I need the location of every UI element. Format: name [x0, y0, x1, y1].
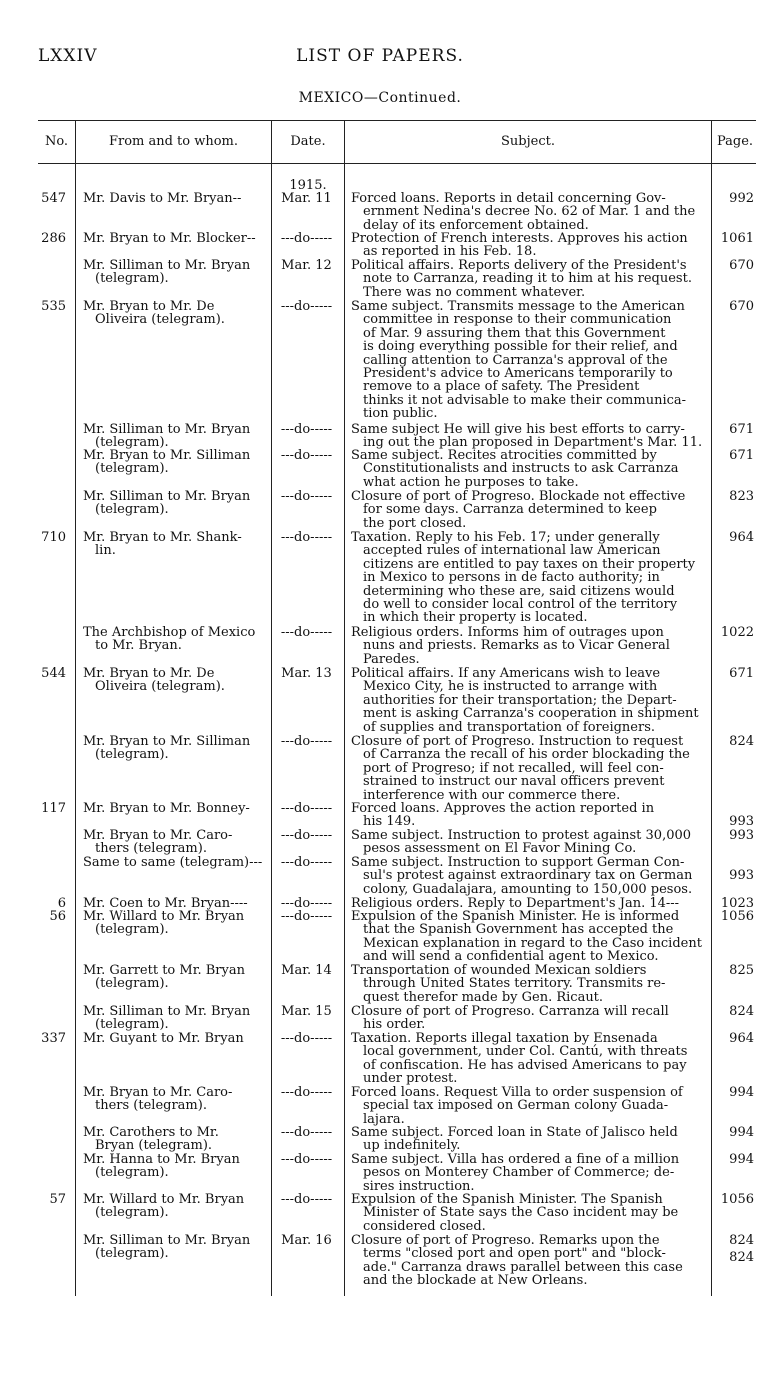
- subject-line: is doing everything possible for their relief, and: [363, 339, 678, 355]
- subject-line: strained to instruct our naval officers prevent: [363, 774, 665, 790]
- subject-line: sul's protest against extraordinary tax on German: [363, 868, 693, 884]
- correspondents-line: Oliveira (telegram).: [95, 312, 225, 328]
- row-number: 535: [41, 299, 66, 314]
- correspondents-line: (telegram).: [95, 1205, 169, 1221]
- subject-line: Closure of port of Progreso. Blockade not effective: [351, 489, 686, 504]
- subject-line: Mexican explanation in regard to the Caso incident: [363, 935, 702, 951]
- row-subject: [351, 1126, 704, 1153]
- subject-line: lajara.: [363, 1111, 405, 1127]
- row-date: ---do-----: [280, 422, 333, 437]
- subject-line: his 149.: [363, 814, 416, 830]
- correspondents-line: Mr. Bryan to Mr. Silliman: [83, 448, 251, 463]
- correspondents-line: (telegram).: [95, 502, 169, 518]
- row-date: ---do-----: [280, 299, 333, 314]
- subject-line: Mexico City, he is instructed to arrange with: [363, 679, 658, 695]
- correspondents-line: Mr. Willard to Mr. Bryan: [83, 909, 245, 924]
- row-number: 57: [49, 1192, 66, 1207]
- row-date: ---do-----: [280, 489, 333, 504]
- subject-line: terms "closed port and open port" and "block-: [363, 1246, 666, 1262]
- row-page: 1061: [720, 231, 754, 246]
- page-title: LIST OF PAPERS.: [296, 46, 464, 66]
- row-subject: [351, 1032, 704, 1086]
- subject-line: that the Spanish Government has accepted the: [363, 922, 674, 938]
- column-divider: [75, 121, 76, 1296]
- subject-line: nuns and priests. Remarks as to Vicar General: [363, 638, 670, 654]
- subject-line: Transportation of wounded Mexican soldiers: [351, 963, 647, 978]
- row-date: Mar. 15: [281, 1004, 332, 1019]
- row-subject: [351, 735, 704, 802]
- subject-line: Taxation. Reply to his Feb. 17; under generally: [351, 530, 660, 545]
- row-subject: [351, 964, 704, 1004]
- correspondents-line: lin.: [95, 543, 116, 559]
- subject-line: Forced loans. Approves the action reported in: [351, 801, 655, 816]
- extra-page-ref: 824: [729, 1250, 754, 1265]
- subject-line: his order.: [363, 1017, 426, 1033]
- row-subject: [351, 856, 704, 896]
- row-subject: [351, 626, 704, 666]
- subject-line: accepted rules of international law American: [363, 543, 661, 559]
- subject-line: tion public.: [363, 406, 438, 422]
- row-page: 824: [729, 1004, 754, 1019]
- subject-line: quest therefor made by Gen. Ricaut.: [363, 989, 604, 1005]
- subject-line: local government, under Col. Cantú, with threats: [363, 1044, 688, 1060]
- row-page: 993: [729, 828, 754, 843]
- subject-line: calling attention to Carranza's approval of the: [363, 352, 668, 368]
- correspondents-line: Same to same (telegram)---: [83, 855, 263, 870]
- correspondents-line: The Archbishop of Mexico: [83, 625, 256, 640]
- subject-line: interference with our commerce there.: [363, 787, 621, 803]
- row-page: 994: [729, 1085, 754, 1100]
- row-date: ---do-----: [280, 231, 333, 246]
- row-subject: [351, 192, 704, 232]
- subject-line: pesos assessment on El Favor Mining Co.: [363, 841, 637, 857]
- subject-line: note to Carranza, reading it to him at his request.: [363, 271, 692, 287]
- row-page: 1056: [720, 909, 754, 924]
- row-date: ---do-----: [280, 1125, 333, 1140]
- correspondents-line: (telegram).: [95, 976, 169, 992]
- correspondents-line: Mr. Silliman to Mr. Bryan: [83, 422, 251, 437]
- row-date: ---do-----: [280, 530, 333, 545]
- row-subject: [351, 449, 704, 489]
- subject-line: Political affairs. If any Americans wish to leave: [351, 666, 661, 681]
- correspondents-line: Mr. Guyant to Mr. Bryan: [83, 1031, 244, 1046]
- subject-line: Closure of port of Progreso. Instruction to request: [351, 734, 684, 749]
- row-subject: [351, 1086, 704, 1126]
- subject-line: thinks it not advisable to make their communica-: [363, 392, 687, 408]
- subject-line: committee in response to their communication: [363, 312, 672, 328]
- correspondents-line: (telegram).: [95, 435, 169, 451]
- correspondents-line: Mr. Bryan to Mr. Silliman: [83, 734, 251, 749]
- row-page: 671: [729, 422, 754, 437]
- row-page: 1023: [720, 896, 754, 911]
- subject-line: Forced loans. Reports in detail concerning Gov-: [351, 191, 666, 206]
- row-subject: [351, 1153, 704, 1193]
- subject-line: Same subject He will give his best efforts to carry-: [351, 422, 685, 437]
- row-date: ---do-----: [280, 1085, 333, 1100]
- subject-line: of confiscation. He has advised Americans to pay: [363, 1057, 687, 1073]
- correspondents-line: Mr. Willard to Mr. Bryan: [83, 1192, 245, 1207]
- row-page: 671: [729, 448, 754, 463]
- subject-line: Closure of port of Progreso. Remarks upon the: [351, 1233, 660, 1248]
- subject-line: Forced loans. Request Villa to order suspension of: [351, 1085, 683, 1100]
- correspondents-line: Mr. Garrett to Mr. Bryan: [83, 963, 245, 978]
- row-page: 824: [729, 1233, 754, 1248]
- subject-line: in Mexico to persons in de facto authority; in: [363, 570, 660, 586]
- correspondents-line: Bryan (telegram).: [95, 1138, 213, 1154]
- subject-line: pesos on Monterey Chamber of Commerce; de-: [363, 1165, 675, 1181]
- row-subject: [351, 1234, 704, 1288]
- subject-line: Political affairs. Reports delivery of the President's: [351, 258, 687, 273]
- correspondents-line: (telegram).: [95, 747, 169, 763]
- correspondents-line: Mr. Bryan to Mr. De: [83, 666, 215, 681]
- subject-line: Minister of State says the Caso incident may be: [363, 1205, 679, 1221]
- subject-line: of Mar. 9 assuring them that this Government: [363, 325, 666, 341]
- subject-line: ade." Carranza draws parallel between this case: [363, 1259, 683, 1275]
- subject-line: President's advice to Americans temporarily to: [363, 366, 673, 382]
- row-subject: [351, 423, 704, 450]
- row-page: 964: [729, 1031, 754, 1046]
- page-number: LXXIV: [38, 46, 98, 66]
- row-page: 994: [729, 1152, 754, 1167]
- subject-line: Closure of port of Progreso. Carranza will recall: [351, 1004, 669, 1019]
- correspondents-line: thers (telegram).: [95, 1098, 207, 1114]
- row-number: 286: [41, 231, 66, 246]
- subject-line: Protection of French interests. Approves his action: [351, 231, 688, 246]
- subject-line: for some days. Carranza determined to keep: [363, 502, 657, 518]
- row-date: ---do-----: [280, 855, 333, 870]
- correspondents-line: Mr. Carothers to Mr.: [83, 1125, 219, 1140]
- row-date: Mar. 16: [281, 1233, 332, 1248]
- row-page: 1022: [720, 625, 754, 640]
- subject-line: Same subject. Forced loan in State of Jalisco held: [351, 1125, 678, 1140]
- column-header-date: Date.: [290, 134, 326, 149]
- row-date: Mar. 11: [281, 191, 332, 206]
- row-date: ---do-----: [280, 448, 333, 463]
- year-label: 1915.: [289, 178, 327, 193]
- correspondents-line: to Mr. Bryan.: [95, 638, 182, 654]
- subject-line: ing out the plan proposed in Department's Mar. 11.: [363, 435, 703, 451]
- row-page: 993: [729, 814, 754, 829]
- subject-line: ment is asking Carranza's cooperation in shipment: [363, 706, 699, 722]
- row-subject: [351, 300, 704, 421]
- subject-line: considered closed.: [363, 1218, 486, 1234]
- subject-line: Same subject. Instruction to support German Con-: [351, 855, 685, 870]
- row-page: 825: [729, 963, 754, 978]
- row-page: 670: [729, 258, 754, 273]
- subject-line: Paredes.: [363, 651, 420, 667]
- correspondents-line: thers (telegram).: [95, 841, 207, 857]
- subject-line: Expulsion of the Spanish Minister. The Spanish: [351, 1192, 663, 1207]
- correspondents-line: (telegram).: [95, 271, 169, 287]
- row-page: 992: [729, 191, 754, 206]
- row-page: 670: [729, 299, 754, 314]
- row-date: ---do-----: [280, 625, 333, 640]
- correspondents-line: (telegram).: [95, 922, 169, 938]
- table-header-rule: [38, 163, 756, 164]
- row-date: ---do-----: [280, 1192, 333, 1207]
- row-subject: [351, 490, 704, 530]
- row-number: 337: [41, 1031, 66, 1046]
- correspondents-line: Mr. Coen to Mr. Bryan----: [83, 896, 248, 911]
- subject-line: Constitutionalists and instructs to ask Carranza: [363, 461, 679, 477]
- correspondents-line: Mr. Hanna to Mr. Bryan: [83, 1152, 240, 1167]
- subject-line: port of Progreso; if not recalled, will feel con-: [363, 760, 664, 776]
- subject-line: Religious orders. Informs him of outrages upon: [351, 625, 664, 640]
- correspondents-line: Mr. Silliman to Mr. Bryan: [83, 489, 251, 504]
- subject-line: in which their property is located.: [363, 610, 588, 626]
- subject-line: citizens are entitled to pay taxes on their property: [363, 556, 696, 572]
- correspondents-line: Oliveira (telegram).: [95, 679, 225, 695]
- row-date: Mar. 12: [281, 258, 332, 273]
- row-number: 56: [49, 909, 66, 924]
- subject-line: up indefinitely.: [363, 1138, 461, 1154]
- correspondents-line: Mr. Bryan to Mr. Shank-: [83, 530, 242, 545]
- row-date: ---do-----: [280, 909, 333, 924]
- column-divider: [271, 121, 272, 1296]
- column-divider: [711, 121, 712, 1296]
- row-page: 964: [729, 530, 754, 545]
- correspondents-line: Mr. Bryan to Mr. Caro-: [83, 1085, 233, 1100]
- row-date: ---do-----: [280, 1031, 333, 1046]
- correspondents-line: Mr. Bryan to Mr. Bonney-: [83, 801, 250, 816]
- table-top-rule: [38, 120, 756, 121]
- column-header-no: No.: [44, 134, 69, 149]
- row-number: 547: [41, 191, 66, 206]
- correspondents-line: (telegram).: [95, 1165, 169, 1181]
- subject-line: Same subject. Recites atrocities committed by: [351, 448, 657, 463]
- correspondents-line: Mr. Bryan to Mr. Blocker--: [83, 231, 256, 246]
- row-number: 117: [41, 801, 66, 816]
- row-number: 6: [57, 896, 66, 911]
- subject-line: under protest.: [363, 1071, 458, 1087]
- subject-line: of Carranza the recall of his order blockading the: [363, 747, 690, 763]
- row-subject: [351, 232, 704, 259]
- subject-line: colony, Guadalajara, amounting to 150,000 pesos.: [363, 881, 693, 897]
- subject-line: Expulsion of the Spanish Minister. He is informed: [351, 909, 680, 924]
- subject-line: do well to consider local control of the territory: [363, 597, 678, 613]
- row-number: 544: [41, 666, 66, 681]
- subject-line: authorities for their transportation; the Depart-: [363, 692, 677, 708]
- correspondents-line: Mr. Silliman to Mr. Bryan: [83, 1233, 251, 1248]
- subject-line: ernment Nedina's decree No. 62 of Mar. 1 and the: [363, 204, 696, 220]
- row-page: 994: [729, 1125, 754, 1140]
- subject-line: the port closed.: [363, 515, 467, 531]
- row-date: Mar. 14: [281, 963, 332, 978]
- correspondents-line: Mr. Silliman to Mr. Bryan: [83, 1004, 251, 1019]
- correspondents-line: (telegram).: [95, 1246, 169, 1262]
- subject-line: determining who these are, said citizens would: [363, 583, 675, 599]
- row-page: 823: [729, 489, 754, 504]
- row-subject: [351, 802, 704, 829]
- row-subject: [351, 1005, 704, 1032]
- row-page: 671: [729, 666, 754, 681]
- subject-line: special tax imposed on German colony Guada-: [363, 1098, 669, 1114]
- row-date: ---do-----: [280, 896, 333, 911]
- correspondents-line: (telegram).: [95, 1017, 169, 1033]
- correspondents-line: (telegram).: [95, 461, 169, 477]
- column-divider: [344, 121, 345, 1296]
- subject-line: Same subject. Instruction to protest against 30,000: [351, 828, 692, 843]
- subject-line: Religious orders. Reply to Department's Jan. 14---: [351, 896, 680, 911]
- subject-line: what action he purposes to take.: [363, 474, 579, 490]
- subject-line: There was no comment whatever.: [363, 284, 586, 300]
- section-heading: MEXICO—Continued.: [298, 90, 462, 106]
- row-subject: [351, 259, 704, 299]
- subject-line: Taxation. Reports illegal taxation by Ensenada: [351, 1031, 658, 1046]
- subject-line: through United States territory. Transmits re-: [363, 976, 666, 992]
- row-subject: [351, 910, 704, 964]
- correspondents-line: Mr. Bryan to Mr. De: [83, 299, 215, 314]
- subject-line: Same subject. Villa has ordered a fine of a million: [351, 1152, 680, 1167]
- column-header-subject: Subject.: [501, 134, 555, 149]
- correspondents-line: Mr. Bryan to Mr. Caro-: [83, 828, 233, 843]
- row-subject: [351, 531, 704, 625]
- row-date: ---do-----: [280, 734, 333, 749]
- correspondents-line: Mr. Silliman to Mr. Bryan: [83, 258, 251, 273]
- column-header-from: From and to whom.: [108, 134, 239, 149]
- subject-line: remove to a place of safety. The President: [363, 379, 640, 395]
- subject-line: and will send a confidential agent to Mexico.: [363, 949, 659, 965]
- row-subject: [351, 829, 704, 856]
- row-date: ---do-----: [280, 801, 333, 816]
- subject-line: sires instruction.: [363, 1178, 475, 1194]
- column-header-page: Page.: [716, 134, 754, 149]
- subject-line: and the blockade at New Orleans.: [363, 1273, 588, 1289]
- row-number: 710: [41, 530, 66, 545]
- row-subject: [351, 1193, 704, 1233]
- row-page: 824: [729, 734, 754, 749]
- row-page: 1056: [720, 1192, 754, 1207]
- row-date: Mar. 13: [281, 666, 332, 681]
- row-date: ---do-----: [280, 1152, 333, 1167]
- subject-line: delay of its enforcement obtained.: [363, 217, 589, 233]
- subject-line: Same subject. Transmits message to the American: [351, 299, 685, 314]
- subject-line: of supplies and transportation of foreigners.: [363, 719, 656, 735]
- row-subject: [351, 667, 704, 734]
- row-date: ---do-----: [280, 828, 333, 843]
- correspondents-line: Mr. Davis to Mr. Bryan--: [83, 191, 242, 206]
- subject-line: as reported in his Feb. 18.: [363, 244, 537, 260]
- row-page: 993: [729, 868, 754, 883]
